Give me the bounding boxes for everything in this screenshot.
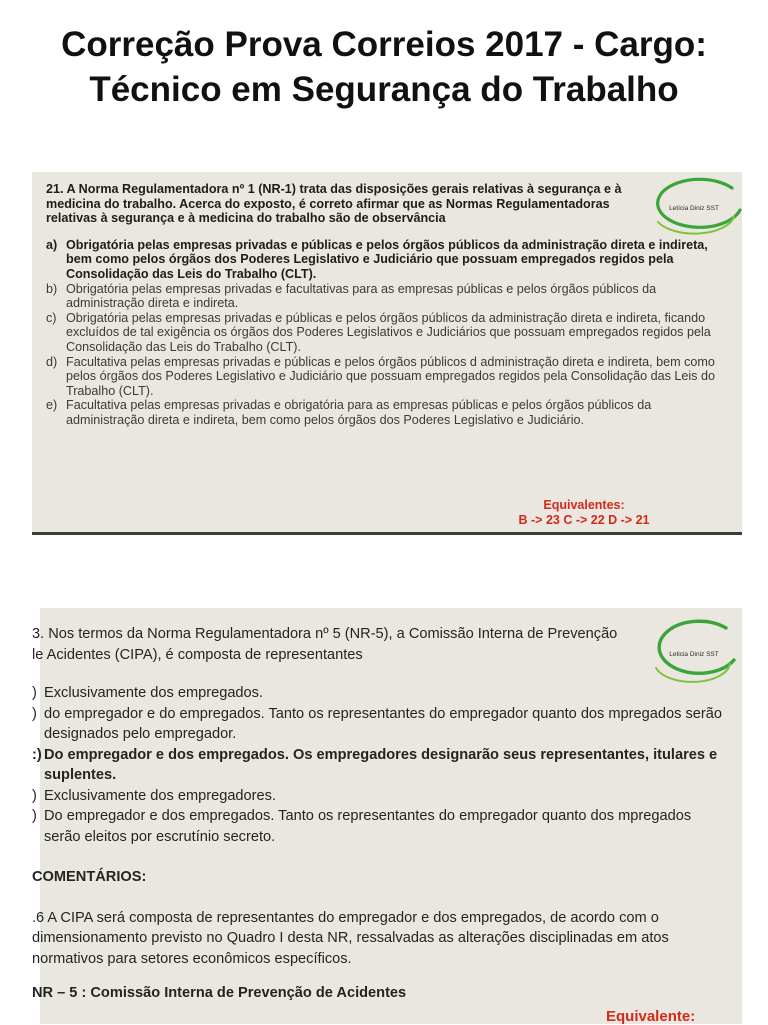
- leticia-diniz-logo: [644, 176, 744, 238]
- option-letter: :): [32, 746, 42, 763]
- option-b: [32, 704, 728, 745]
- option-text: Facultativa pelas empresas privadas e obrigatória para as empresas públicas e pelos órgãos públicos da administração direta e indireta, bem como pelos órgãos dos Poderes Legislativo e Judiciário.: [66, 398, 652, 427]
- option-letter: ): [32, 705, 37, 722]
- equivalents-note: [484, 498, 684, 528]
- option-letter: c): [46, 310, 57, 325]
- logo-text: Letícia Diniz SST: [669, 205, 719, 212]
- option-text: Obrigatória pelas empresas privadas e públicas e pelos órgãos públicos da administração direta e indireta, ficando excluídos de tal exigência os órgãos dos Poderes Legislativos e Judiciários que possuam empregados regidos pela Consolidação das Leis do Trabalho (CLT).: [66, 310, 711, 354]
- logo-text: Leticia Diniz SST: [669, 651, 719, 658]
- option-d: [46, 355, 726, 399]
- option-c: [32, 745, 728, 786]
- option-text: Exclusivamente dos empregados.: [44, 685, 264, 701]
- option-text: do empregador e do empregados. Tanto os representantes do empregador quanto dos mpregados serão designados pelo empregador.: [44, 705, 722, 742]
- nr-heading: NR – 5 : Comissão Interna de Prevenção de Acidentes: [32, 985, 407, 1001]
- option-letter: d): [46, 354, 58, 369]
- option-letter: ): [32, 808, 37, 824]
- comments-heading: COMENTÁRIOS:: [32, 869, 147, 885]
- option-text: Facultativa pelas empresas privadas e públicas e pelos órgãos públicos d administração direta e indireta, bem como pelos órgãos dos Poderes Legislativo e Judiciário que possuam empregados regidos pela Consolidação das Leis do Trabalho (CLT).: [66, 354, 715, 398]
- option-e: [32, 806, 728, 847]
- equivalents-label: Equivalente:: [606, 1008, 696, 1025]
- option-letter: ): [32, 787, 37, 804]
- option-letter: b): [46, 281, 58, 296]
- option-c: [46, 311, 726, 355]
- option-letter: ): [32, 685, 37, 701]
- option-letter: e): [46, 398, 58, 413]
- option-letter: a): [46, 237, 58, 252]
- option-a: [32, 683, 728, 704]
- option-text: Obrigatória pelas empresas privadas e facultativas para as empresas públicas e pelos órgãos públicos da administração direta e indireta.: [66, 281, 657, 311]
- leticia-diniz-logo: [646, 620, 736, 684]
- page-title: Correção Prova Correios 2017 - Cargo: Técnico em Segurança do Trabalho: [61, 25, 707, 109]
- option-d: [32, 786, 728, 807]
- option-text: Do empregador e dos empregados. Os empregadores designarão seus representantes, itulares e suplentes.: [44, 746, 718, 783]
- option-b: [46, 282, 726, 311]
- comment-text: .6 A CIPA será composta de representantes do empregador e dos empregados, de acordo com o dimensionamento previsto no Quadro I desta NR, ressalvadas as alterações disciplinadas em atos normativos para setores econômicos específicos.: [32, 909, 669, 967]
- question-stem: 3. Nos termos da Norma Regulamentadora nº 5 (NR-5), a Comissão Interna de Prevenção le Acidentes (CIPA), é composta de representantes: [32, 626, 618, 663]
- equivalents-label: Equivalentes:: [543, 498, 625, 512]
- option-text: Do empregador e dos empregados. Tanto os representantes do empregador quanto dos mpregados serão eleitos por escrutínio secreto.: [44, 808, 692, 845]
- option-text: Obrigatória pelas empresas privadas e públicas e pelos órgãos públicos da administração direta e indireta, bem como pelos órgãos dos Poderes Legislativo e Judiciário que possuam empregados regidos pela Consolidação das Leis do Trabalho (CLT).: [66, 237, 708, 281]
- question-cipa-slide: [32, 608, 742, 1025]
- option-e: [46, 398, 726, 427]
- question-stem: 21. A Norma Regulamentadora nº 1 (NR-1) trata das disposições gerais relativas à segurança e à medicina do trabalho. Acerca do exposto, é correto afirmar que as Normas Regulamentadoras relativas à segurança e à medicina do trabalho são de observância: [46, 182, 622, 226]
- question-21-slide: [32, 172, 742, 535]
- option-a: [46, 238, 726, 282]
- option-text: Exclusivamente dos empregadores.: [44, 787, 276, 804]
- equivalents-values: B -> 23 C -> 22 D -> 21: [518, 513, 650, 527]
